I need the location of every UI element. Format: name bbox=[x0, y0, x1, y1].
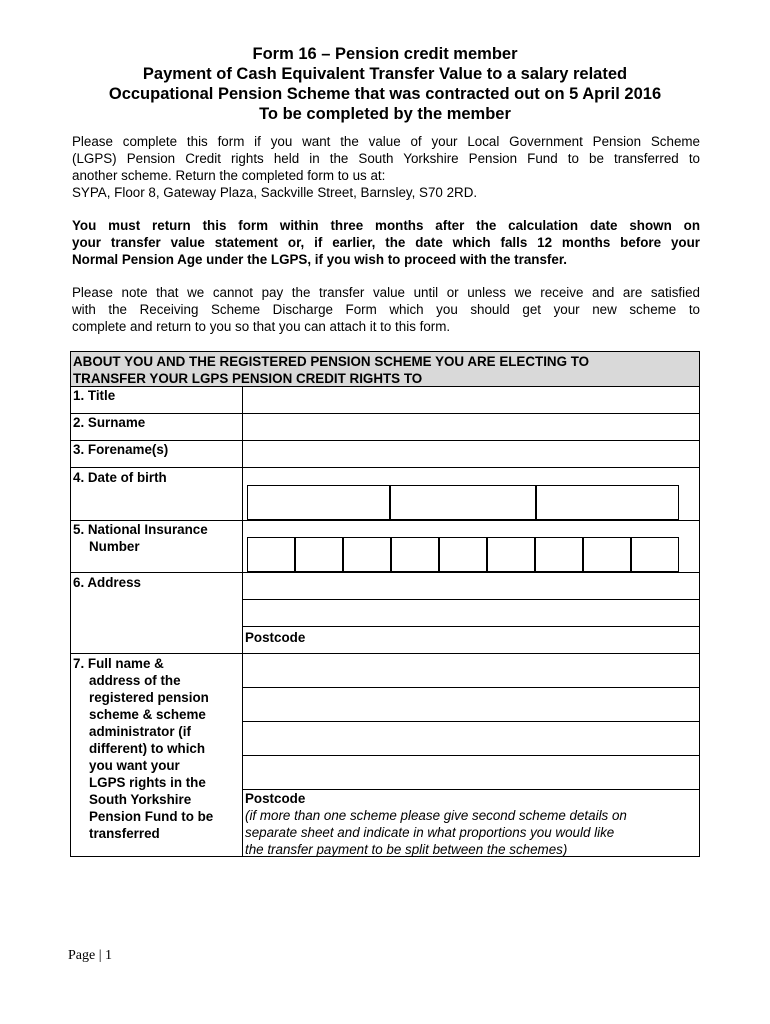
scheme-split-note: separate sheet and indicate in what proportions you would like bbox=[245, 825, 615, 840]
ni-char-box[interactable] bbox=[439, 537, 487, 572]
address-label: 6. Address bbox=[73, 575, 141, 590]
warning-line: your transfer value statement or, if earlier, the date which falls 12 months before your bbox=[72, 235, 700, 250]
form-subtitle-line-3: To be completed by the member bbox=[259, 105, 511, 123]
scheme-split-note: (if more than one scheme please give second scheme details on bbox=[245, 808, 627, 823]
ni-char-box[interactable] bbox=[295, 537, 343, 572]
ni-char-box[interactable] bbox=[487, 537, 535, 572]
form-section-heading: ABOUT YOU AND THE REGISTERED PENSION SCHEME YOU ARE ELECTING TO TRANSFER YOUR LGPS PENSION CREDIT RIGHTS TO bbox=[71, 352, 699, 386]
address-postcode-label: Postcode bbox=[245, 630, 306, 645]
forenames-field[interactable] bbox=[243, 441, 699, 467]
note-line: Please note that we cannot pay the transfer value until or unless we receive and are satisfied bbox=[72, 285, 700, 300]
intro-line: (LGPS) Pension Credit rights held in the South Yorkshire Pension Fund to be transferred to bbox=[72, 151, 700, 166]
return-address: SYPA, Floor 8, Gateway Plaza, Sackville Street, Barnsley, S70 2RD. bbox=[72, 185, 478, 200]
address-line-1-field[interactable] bbox=[243, 573, 699, 599]
dob-day-box[interactable] bbox=[247, 485, 390, 520]
dob-year-box[interactable] bbox=[536, 485, 679, 520]
ni-char-box[interactable] bbox=[247, 537, 295, 572]
dob-month-box[interactable] bbox=[390, 485, 536, 520]
title-label: 1. Title bbox=[73, 388, 116, 403]
page-number: 1 bbox=[105, 948, 113, 963]
scheme-address-line-1-field[interactable] bbox=[243, 688, 699, 721]
ni-char-box[interactable] bbox=[535, 537, 583, 572]
page-label: Page bbox=[68, 948, 96, 963]
scheme-address-line-3-field[interactable] bbox=[243, 756, 699, 789]
dob-label: 4. Date of birth bbox=[73, 470, 167, 485]
forenames-label: 3. Forename(s) bbox=[73, 442, 169, 457]
surname-label: 2. Surname bbox=[73, 415, 146, 430]
note-line: with the Receiving Scheme Discharge Form which you should get your new scheme to bbox=[72, 302, 700, 317]
scheme-postcode-label: Postcode bbox=[245, 791, 306, 806]
ni-char-box[interactable] bbox=[631, 537, 679, 572]
page-footer bbox=[68, 948, 112, 964]
ni-label: 5. National Insurance Number bbox=[73, 522, 208, 554]
intro-line: Please complete this form if you want the value of your Local Government Pension Scheme bbox=[72, 134, 700, 149]
warning-line: Normal Pension Age under the LGPS, if you wish to proceed with the transfer. bbox=[72, 252, 568, 267]
intro-line: another scheme. Return the completed form to us at: bbox=[72, 168, 386, 183]
address-postcode-field[interactable] bbox=[331, 627, 699, 653]
scheme-postcode-cell[interactable] bbox=[245, 790, 697, 858]
title-field[interactable] bbox=[243, 387, 699, 413]
address-line-2-field[interactable] bbox=[243, 600, 699, 626]
discharge-note bbox=[72, 284, 700, 335]
note-line: complete and return to you so that you can attach it to this form. bbox=[72, 319, 451, 334]
ni-char-box[interactable] bbox=[583, 537, 631, 572]
warning-line: You must return this form within three months after the calculation date shown on bbox=[72, 218, 700, 233]
page-separator: | bbox=[98, 948, 106, 963]
deadline-warning bbox=[72, 217, 700, 268]
scheme-label: 7. Full name & address of the registered pension scheme & scheme administrator (if different) to which you want your LGPS rights in the South Yorkshire Pension Fund to be transferred bbox=[73, 656, 214, 841]
form-subtitle-line-1: Payment of Cash Equivalent Transfer Value to a salary related bbox=[142, 65, 628, 83]
scheme-name-field[interactable] bbox=[243, 654, 699, 687]
form-subtitle-line-2: Occupational Pension Scheme that was contracted out on 5 April 2016 bbox=[108, 85, 662, 103]
surname-field[interactable] bbox=[243, 414, 699, 440]
scheme-split-note: the transfer payment to be split between the schemes) bbox=[245, 842, 568, 857]
scheme-address-line-2-field[interactable] bbox=[243, 722, 699, 755]
ni-char-box[interactable] bbox=[391, 537, 439, 572]
member-details-form bbox=[70, 351, 700, 857]
intro-paragraph bbox=[72, 133, 700, 201]
form-title: Form 16 – Pension credit member bbox=[252, 45, 518, 63]
ni-char-box[interactable] bbox=[343, 537, 391, 572]
